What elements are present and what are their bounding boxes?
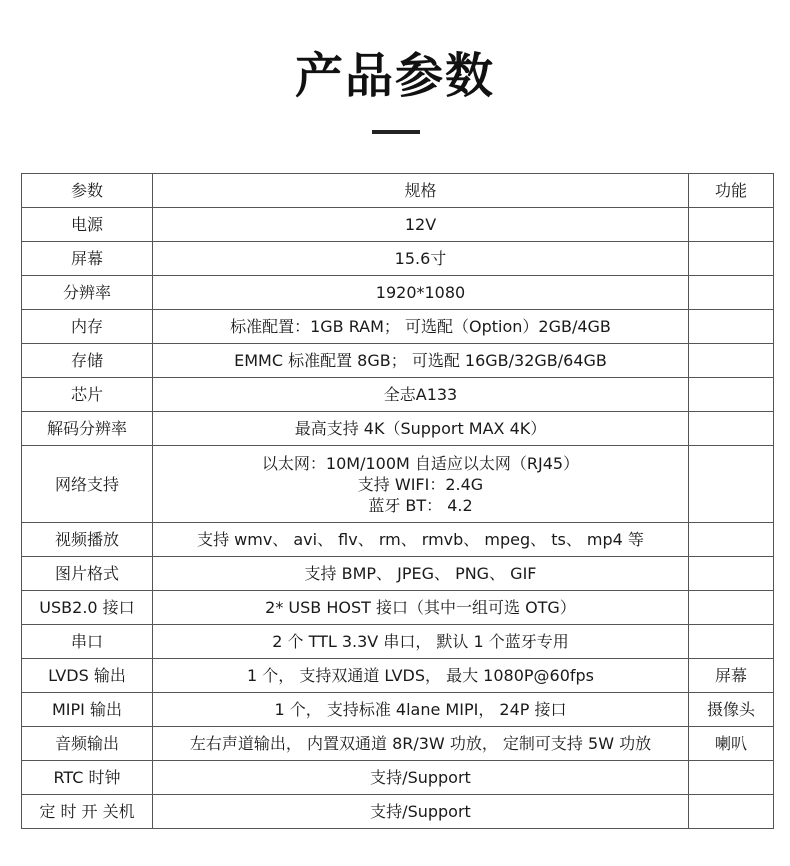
spec-cell [153, 591, 689, 625]
spec-line: 15.6寸 [394, 249, 447, 268]
spec-line: 1920*1080 [375, 283, 466, 302]
param-cell: 音频输出 [22, 727, 153, 761]
function-cell [689, 344, 774, 378]
param-cell: MIPI 输出 [22, 693, 153, 727]
spec-line: 最高支持 4K（Support MAX 4K） [294, 419, 547, 438]
param-cell: USB2.0 接口 [22, 591, 153, 625]
spec-cell [153, 523, 689, 557]
param-cell: 图片格式 [22, 557, 153, 591]
table-header-row [22, 174, 774, 208]
spec-cell [153, 412, 689, 446]
param-cell: 电源 [22, 208, 153, 242]
title-divider [372, 130, 420, 134]
spec-line: 12V [404, 215, 437, 234]
param-cell: 解码分辨率 [22, 412, 153, 446]
function-cell [689, 446, 774, 523]
spec-line: 2* USB HOST 接口（其中一组可选 OTG） [265, 598, 576, 617]
spec-cell [153, 795, 689, 829]
spec-cell [153, 625, 689, 659]
spec-line: 标准配置：1GB RAM； 可选配（Option）2GB/4GB [230, 317, 611, 336]
spec-cell [153, 208, 689, 242]
function-cell [689, 591, 774, 625]
spec-cell [153, 242, 689, 276]
table-row [22, 276, 774, 310]
header-param: 参数 [22, 174, 153, 208]
param-cell: RTC 时钟 [22, 761, 153, 795]
spec-cell [153, 761, 689, 795]
spec-line: 支持/Support [370, 802, 471, 821]
function-cell: 摄像头 [689, 693, 774, 727]
function-cell [689, 761, 774, 795]
spec-line: EMMC 标准配置 8GB； 可选配 16GB/32GB/64GB [234, 351, 607, 370]
table-row [22, 310, 774, 344]
function-cell [689, 242, 774, 276]
page-title: 产品参数 [294, 48, 495, 104]
function-cell [689, 208, 774, 242]
spec-table-body [22, 174, 774, 829]
spec-line: 以太网：10M/100M 自适应以太网（RJ45） [261, 453, 580, 473]
table-row [22, 727, 774, 761]
spec-cell [153, 557, 689, 591]
table-row [22, 761, 774, 795]
spec-cell [153, 659, 689, 693]
spec-line: 1 个， 支持双通道 LVDS， 最大 1080P@60fps [246, 666, 595, 685]
spec-cell [153, 446, 689, 523]
function-cell [689, 625, 774, 659]
spec-line: 蓝牙 BT： 4.2 [368, 495, 473, 515]
spec-line: 2 个 TTL 3.3V 串口， 默认 1 个蓝牙专用 [272, 632, 569, 651]
spec-line: 支持/Support [370, 768, 471, 787]
spec-line: 支持 BMP、 JPEG、 PNG、 GIF [304, 564, 537, 583]
function-cell [689, 412, 774, 446]
spec-cell [153, 344, 689, 378]
spec-line: 支持 wmv、 avi、 flv、 rm、 rmvb、 mpeg、 ts、 mp4 等 [197, 530, 644, 549]
param-cell: 芯片 [22, 378, 153, 412]
function-cell [689, 276, 774, 310]
header-spec: 规格 [153, 174, 689, 208]
function-cell: 喇叭 [689, 727, 774, 761]
param-cell: 存储 [22, 344, 153, 378]
table-row [22, 412, 774, 446]
table-row [22, 344, 774, 378]
function-cell [689, 795, 774, 829]
table-row [22, 591, 774, 625]
param-cell: 屏幕 [22, 242, 153, 276]
function-cell [689, 378, 774, 412]
spec-line: 左右声道输出， 内置双通道 8R/3W 功放， 定制可支持 5W 功放 [189, 734, 652, 753]
spec-table [21, 173, 774, 829]
table-row [22, 795, 774, 829]
function-cell [689, 310, 774, 344]
table-row [22, 659, 774, 693]
table-row [22, 693, 774, 727]
table-row [22, 625, 774, 659]
param-cell: LVDS 输出 [22, 659, 153, 693]
spec-cell [153, 693, 689, 727]
param-cell: 串口 [22, 625, 153, 659]
param-cell: 定 时 开 关机 [22, 795, 153, 829]
param-cell: 内存 [22, 310, 153, 344]
table-row [22, 446, 774, 523]
spec-cell [153, 378, 689, 412]
table-row [22, 557, 774, 591]
function-cell: 屏幕 [689, 659, 774, 693]
spec-cell [153, 727, 689, 761]
spec-line: 全志A133 [383, 385, 458, 404]
function-cell [689, 557, 774, 591]
function-cell [689, 523, 774, 557]
table-row [22, 208, 774, 242]
table-row [22, 242, 774, 276]
spec-line: 支持 WIFI：2.4G [357, 474, 484, 494]
table-row [22, 523, 774, 557]
param-cell: 分辨率 [22, 276, 153, 310]
param-cell: 网络支持 [22, 446, 153, 523]
spec-line: 1 个， 支持标准 4lane MIPI， 24P 接口 [274, 700, 567, 719]
spec-cell [153, 310, 689, 344]
param-cell: 视频播放 [22, 523, 153, 557]
header-function: 功能 [689, 174, 774, 208]
table-row [22, 378, 774, 412]
spec-cell [153, 276, 689, 310]
